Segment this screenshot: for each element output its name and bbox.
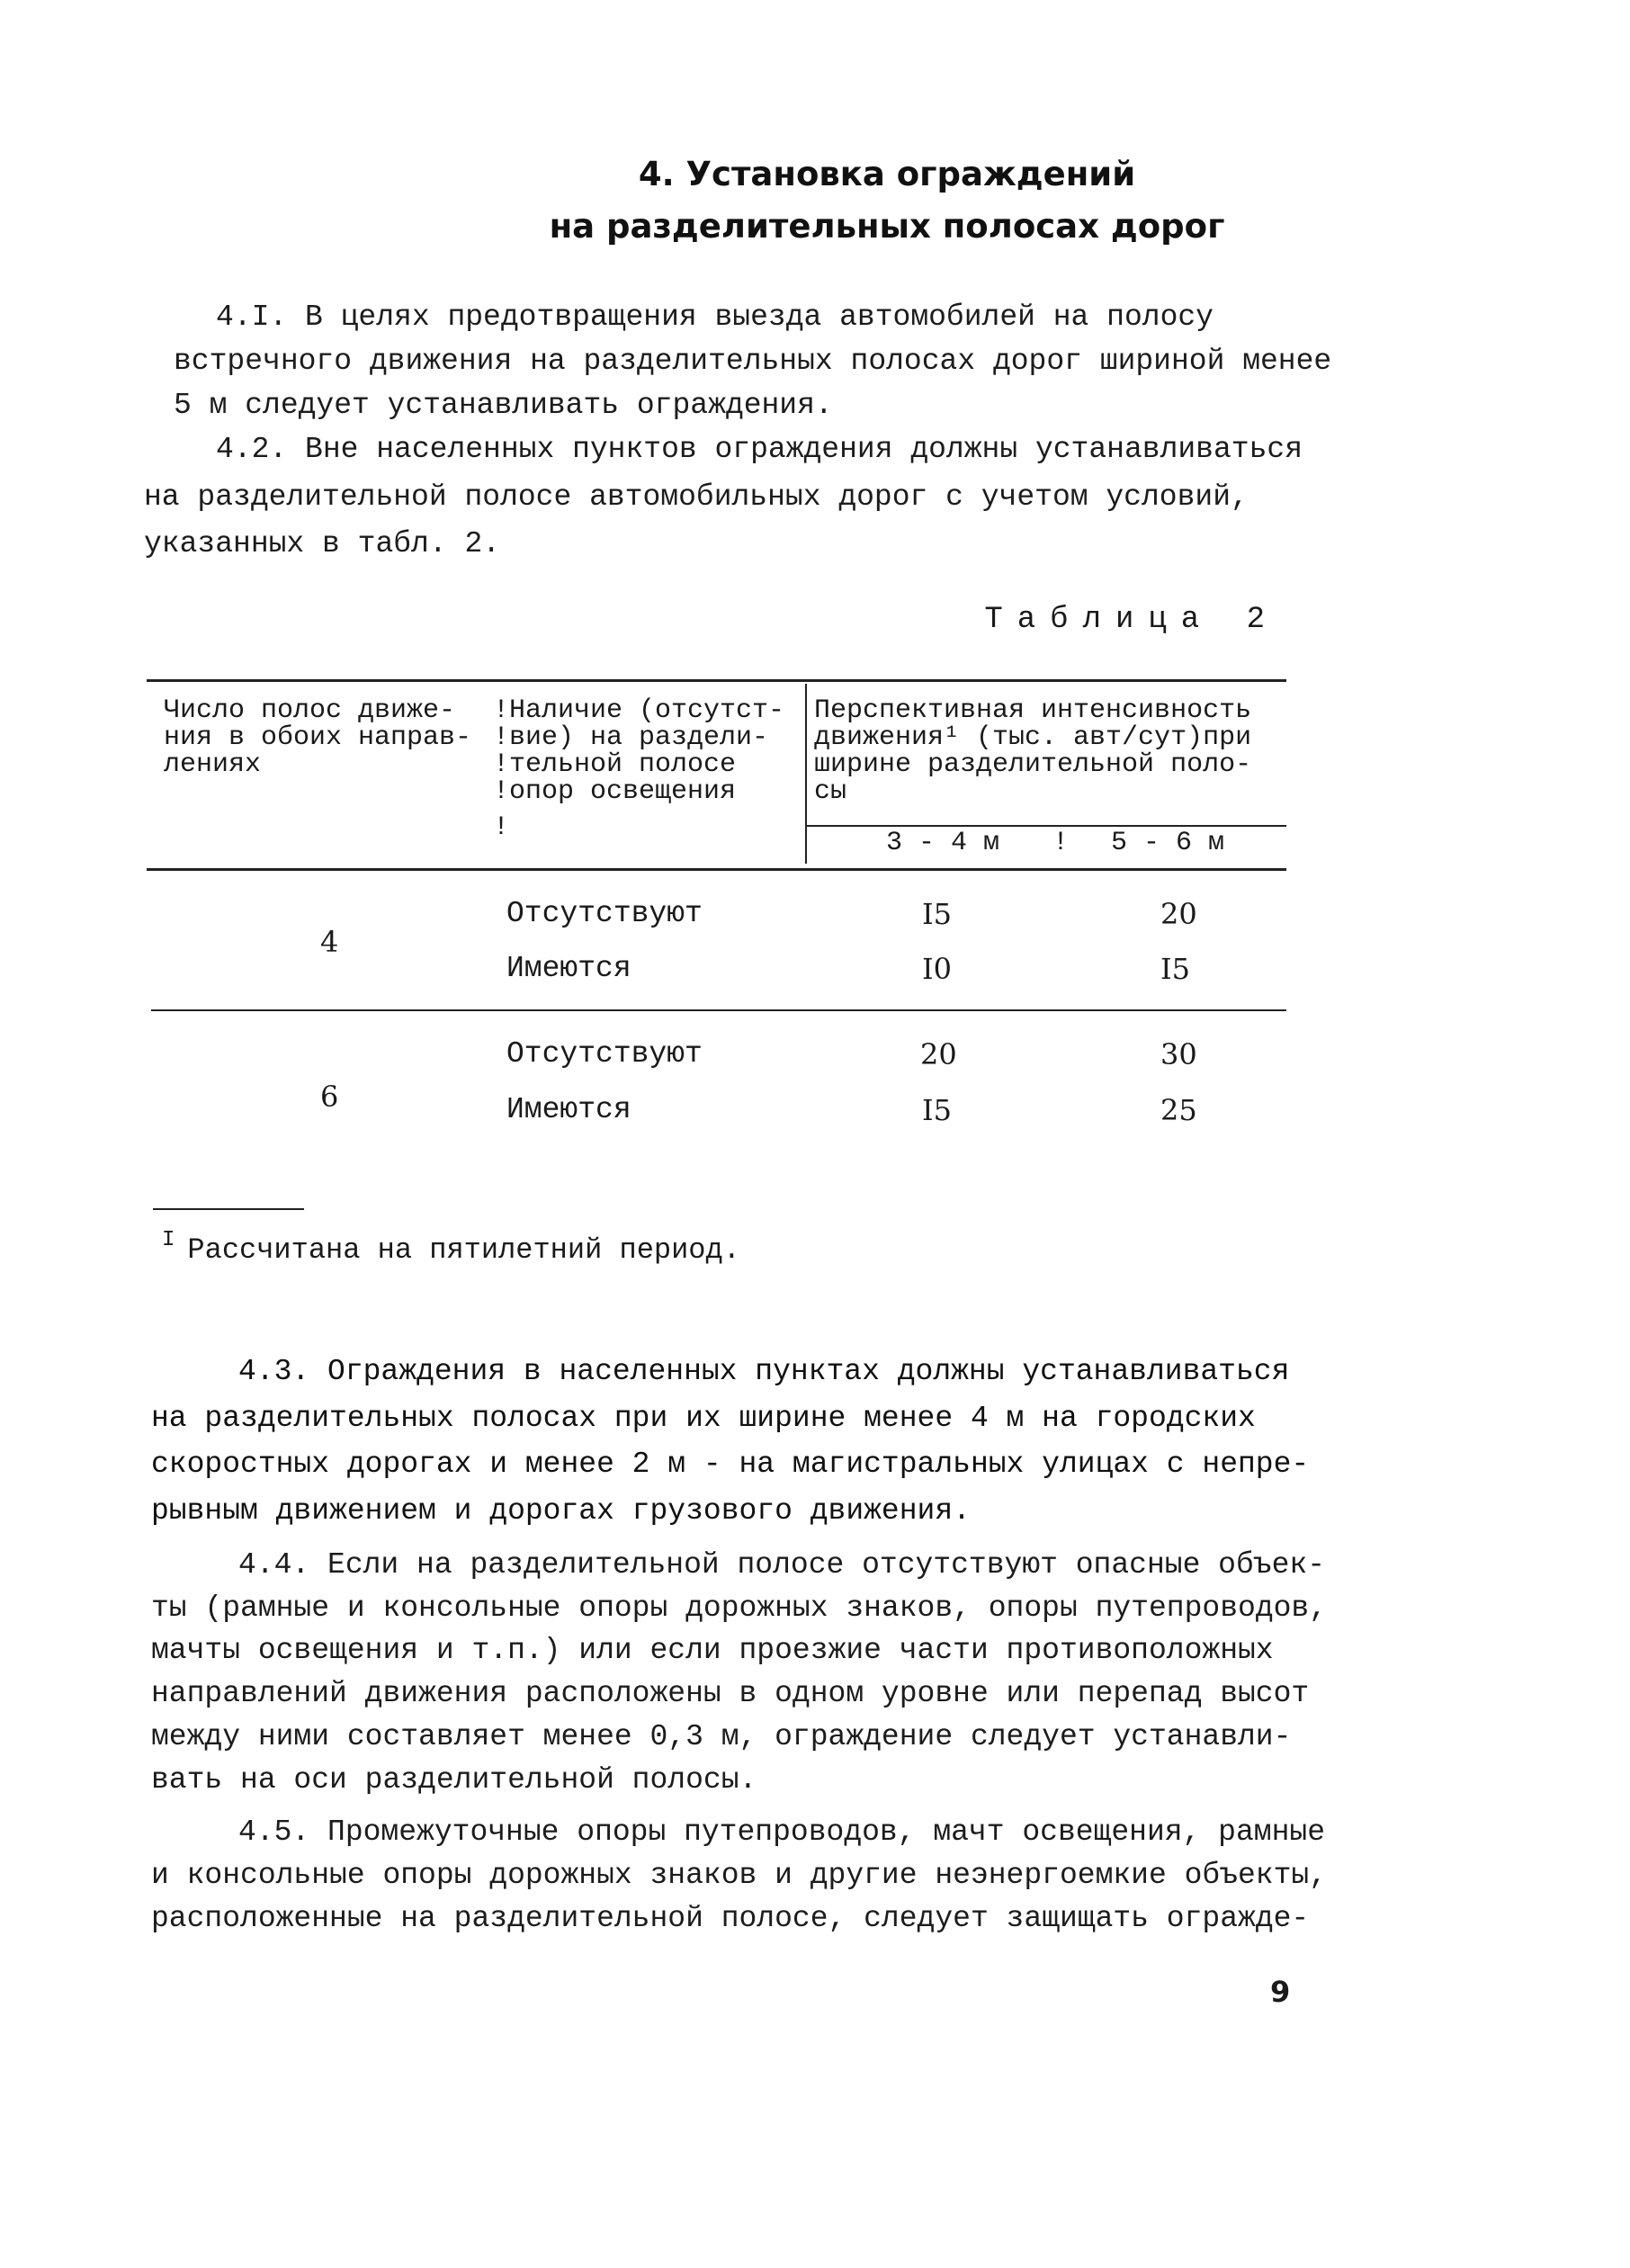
col-lanes-header-l2: ния в обоих направ-: [164, 722, 472, 753]
paragraph-line: расположенные на разделительной полосе, следует защищать огражде-: [151, 1902, 1310, 1935]
col-intensity-header-l1: Перспективная интенсивность: [814, 695, 1252, 726]
col-lanes-header-l3: лениях: [164, 749, 262, 780]
paragraph-line: 4.3. Ограждения в населенных пунктах должны устанавливаться: [238, 1355, 1290, 1388]
col-supports-header-l3: !тельной полосе: [493, 749, 737, 780]
table-top-rule: [147, 679, 1286, 682]
subheader-rule: [807, 825, 1286, 827]
group-divider-rule: [151, 1009, 1286, 1011]
paragraph-line: 5 м следует устанавливать ограждения.: [174, 389, 833, 422]
paragraph-line: 4.2. Вне населенных пунктов ограждения должны устанавливаться: [216, 433, 1303, 466]
footnote-text: Рассчитана на пятилетний период.: [187, 1233, 740, 1267]
footnote-mark: I: [162, 1228, 175, 1252]
col-lanes-header-l1: Число полос движе-: [164, 695, 456, 726]
footnote-rule: [153, 1208, 304, 1210]
paragraph-line: мачты освещения и т.п.) или если проезжие части противоположных: [151, 1634, 1274, 1667]
paragraph-line: ты (рамные и консольные опоры дорожных знаков, опоры путепроводов,: [151, 1591, 1328, 1625]
supports-cell: Отсутствуют: [506, 897, 703, 930]
col-intensity-header-l4: сы: [814, 776, 847, 807]
section-title-line2: на разделительных полосах дорог: [549, 207, 1225, 246]
value-3-4m-cell: I0: [922, 952, 952, 986]
value-5-6m-cell: 20: [1160, 897, 1197, 931]
paragraph-line: скоростных дорогах и менее 2 м - на магистральных улицах с непре-: [151, 1448, 1310, 1481]
header-bottom-rule: [147, 868, 1286, 871]
paragraph-line: на разделительных полосах при их ширине менее 4 м на городских: [151, 1402, 1256, 1435]
subheader-3-4m: 3 - 4 м: [886, 828, 1000, 858]
col-supports-header-mark: !: [493, 812, 510, 843]
value-3-4m-cell: I5: [922, 1093, 952, 1127]
lanes-cell: 6: [320, 1080, 339, 1114]
subheader-separator: !: [1052, 828, 1070, 858]
value-5-6m-cell: 30: [1160, 1037, 1197, 1071]
paragraph-line: направлений движения расположены в одном уровне или перепад высот: [151, 1677, 1310, 1710]
supports-cell: Имеются: [506, 952, 631, 985]
paragraph-line: на разделительной полосе автомобильных дорог с учетом условий,: [144, 480, 1249, 514]
paragraph-line: 4.5. Промежуточные опоры путепроводов, мачт освещения, рамные: [238, 1815, 1325, 1849]
value-5-6m-cell: I5: [1160, 952, 1190, 986]
header-column-divider: [805, 684, 807, 864]
table-caption: Таблица 2: [984, 603, 1279, 637]
supports-cell: Отсутствуют: [506, 1037, 703, 1071]
paragraph-line: вать на оси разделительной полосы.: [151, 1763, 757, 1797]
section-title-line1: 4. Установка ограждений: [638, 155, 1136, 193]
subheader-5-6m: 5 - 6 м: [1111, 828, 1225, 858]
col-supports-header-l4: !опор освещения: [493, 776, 737, 807]
paragraph-line: между ними составляет менее 0,3 м, ограждение следует устанавли-: [151, 1720, 1292, 1753]
value-3-4m-cell: I5: [922, 897, 952, 931]
col-intensity-header-l3: ширине разделительной поло-: [814, 749, 1252, 780]
col-supports-header-l1: !Наличие (отсутст-: [493, 695, 785, 726]
paragraph-line: рывным движением и дорогах грузового движения.: [151, 1494, 971, 1528]
value-5-6m-cell: 25: [1160, 1093, 1197, 1127]
col-intensity-header-l2: движения¹ (тыс. авт/сут)при: [814, 722, 1252, 753]
value-3-4m-cell: 20: [920, 1037, 957, 1071]
paragraph-line: и консольные опоры дорожных знаков и другие неэнергоемкие объекты,: [151, 1859, 1328, 1892]
page-number: 9: [1270, 1975, 1291, 2009]
supports-cell: Имеются: [506, 1093, 631, 1126]
paragraph-line: 4.4. Если на разделительной полосе отсутствуют опасные объек-: [238, 1548, 1325, 1582]
paragraph-line: указанных в табл. 2.: [144, 527, 501, 560]
paragraph-line: 4.I. В целях предотвращения выезда автомобилей на полосу: [216, 300, 1214, 334]
col-supports-header-l2: !вие) на раздели-: [493, 722, 769, 753]
lanes-cell: 4: [320, 925, 339, 959]
footnote: [162, 1228, 740, 1267]
paragraph-line: встречного движения на разделительных полосах дорог шириной менее: [174, 345, 1332, 378]
